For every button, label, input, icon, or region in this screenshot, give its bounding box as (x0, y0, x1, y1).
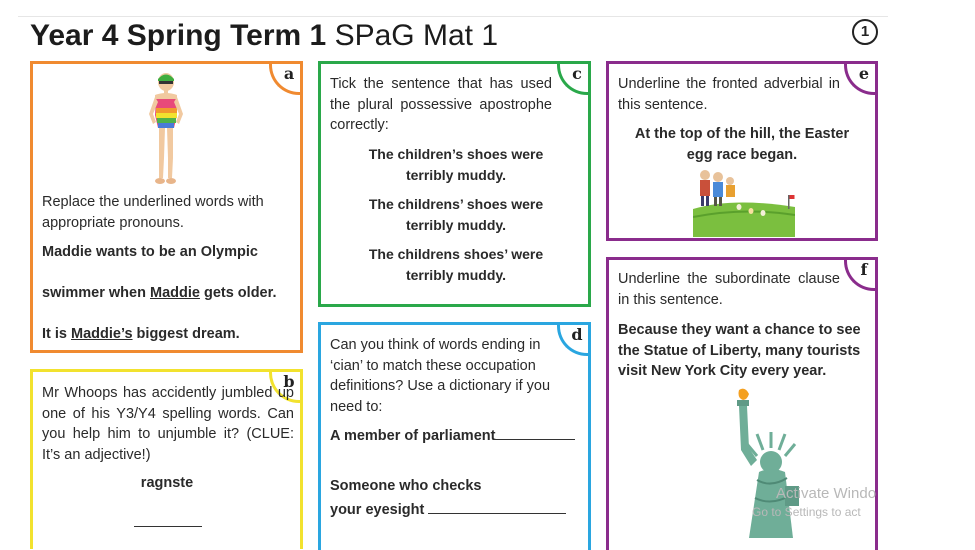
card-e-sentence: At the top of the hill, the Easter egg race began. (634, 126, 850, 163)
swimmer-illustration (141, 70, 191, 190)
card-b-instruction: Mr Whoops has accidently jumbled up one of his Y3/Y4 spelling words. Can you help him to unjumble it? (CLUE: It’s an adjective!) (42, 385, 294, 463)
card-b-jumbled-word: ragnste (140, 475, 194, 491)
option-3-line2: terribly muddy. (405, 266, 507, 283)
card-e (606, 61, 878, 241)
card-f-tag: f (844, 257, 878, 291)
egg-race-illustration (693, 167, 795, 237)
option-1-line2: terribly muddy. (405, 166, 507, 183)
card-a (30, 61, 303, 353)
card-a-line3-pre: It is (42, 326, 72, 342)
card-a-line3 (42, 324, 297, 345)
card-a-tag: a (269, 61, 303, 95)
card-a-line2-pre: swimmer when (42, 285, 150, 301)
card-c-option-1[interactable] (321, 144, 591, 185)
card-e-instruction: Underline the fronted adverbial in this sentence. (618, 76, 840, 113)
card-d-q1-answer-line[interactable] (495, 427, 575, 440)
watermark-line1: Activate Windo (776, 485, 877, 502)
card-c (318, 61, 591, 307)
card-c-option-2[interactable] (321, 194, 591, 235)
watermark-line2: Go to Settings to act (752, 505, 861, 519)
card-a-line1: Maddie wants to be an Olympic (42, 244, 258, 260)
card-a-line3-post: biggest dream. (132, 326, 240, 342)
card-f-instruction: Underline the subordinate clause in this sentence. (618, 271, 840, 308)
card-d-q2-answer-line[interactable] (428, 501, 566, 514)
mat-number-badge: 1 (852, 19, 878, 45)
option-3-line1: The childrens shoes’ were (368, 246, 544, 262)
card-d-instruction: Can you think of words ending in ‘cian’ to match these occupation definitions? Use a dictionary if you need to: (330, 337, 551, 415)
card-e-tag: e (844, 61, 878, 95)
card-d-q1-text: A member of parliament (330, 428, 496, 444)
page-title (30, 16, 498, 56)
card-b (30, 369, 303, 549)
card-d-tag: d (557, 322, 591, 356)
card-d-question-1 (330, 426, 590, 447)
card-d-q2-line2: your eyesight (330, 501, 425, 518)
option-2-line2: terribly muddy. (405, 216, 507, 233)
card-b-answer-line[interactable] (134, 514, 202, 527)
card-d-q2-line1: Someone who checks (330, 478, 482, 494)
title-bold: Year 4 Spring Term 1 (30, 19, 327, 52)
card-c-tag: c (557, 61, 591, 95)
card-c-instruction: Tick the sentence that has used the plural possessive apostrophe correctly: (330, 76, 552, 133)
card-f-sentence: Because they want a chance to see the Statue of Liberty, many tourists visit New York City every year. (618, 322, 861, 379)
option-2-line1: The childrens’ shoes were (368, 196, 544, 212)
card-d-question-2 (330, 476, 590, 520)
card-d (318, 322, 591, 550)
card-c-option-3[interactable] (321, 244, 591, 285)
card-a-line2-underlined: Maddie (149, 285, 200, 301)
card-a-line2 (42, 283, 297, 304)
option-1-line1: The children’s shoes were (368, 146, 544, 162)
card-b-tag: b (269, 369, 303, 403)
card-a-instruction: Replace the underlined words with appropriate pronouns. (42, 194, 264, 231)
card-a-line3-underlined: Maddie’s (71, 326, 133, 342)
title-normal: SPaG Mat 1 (334, 19, 498, 52)
card-a-line2-post: gets older. (199, 285, 277, 301)
